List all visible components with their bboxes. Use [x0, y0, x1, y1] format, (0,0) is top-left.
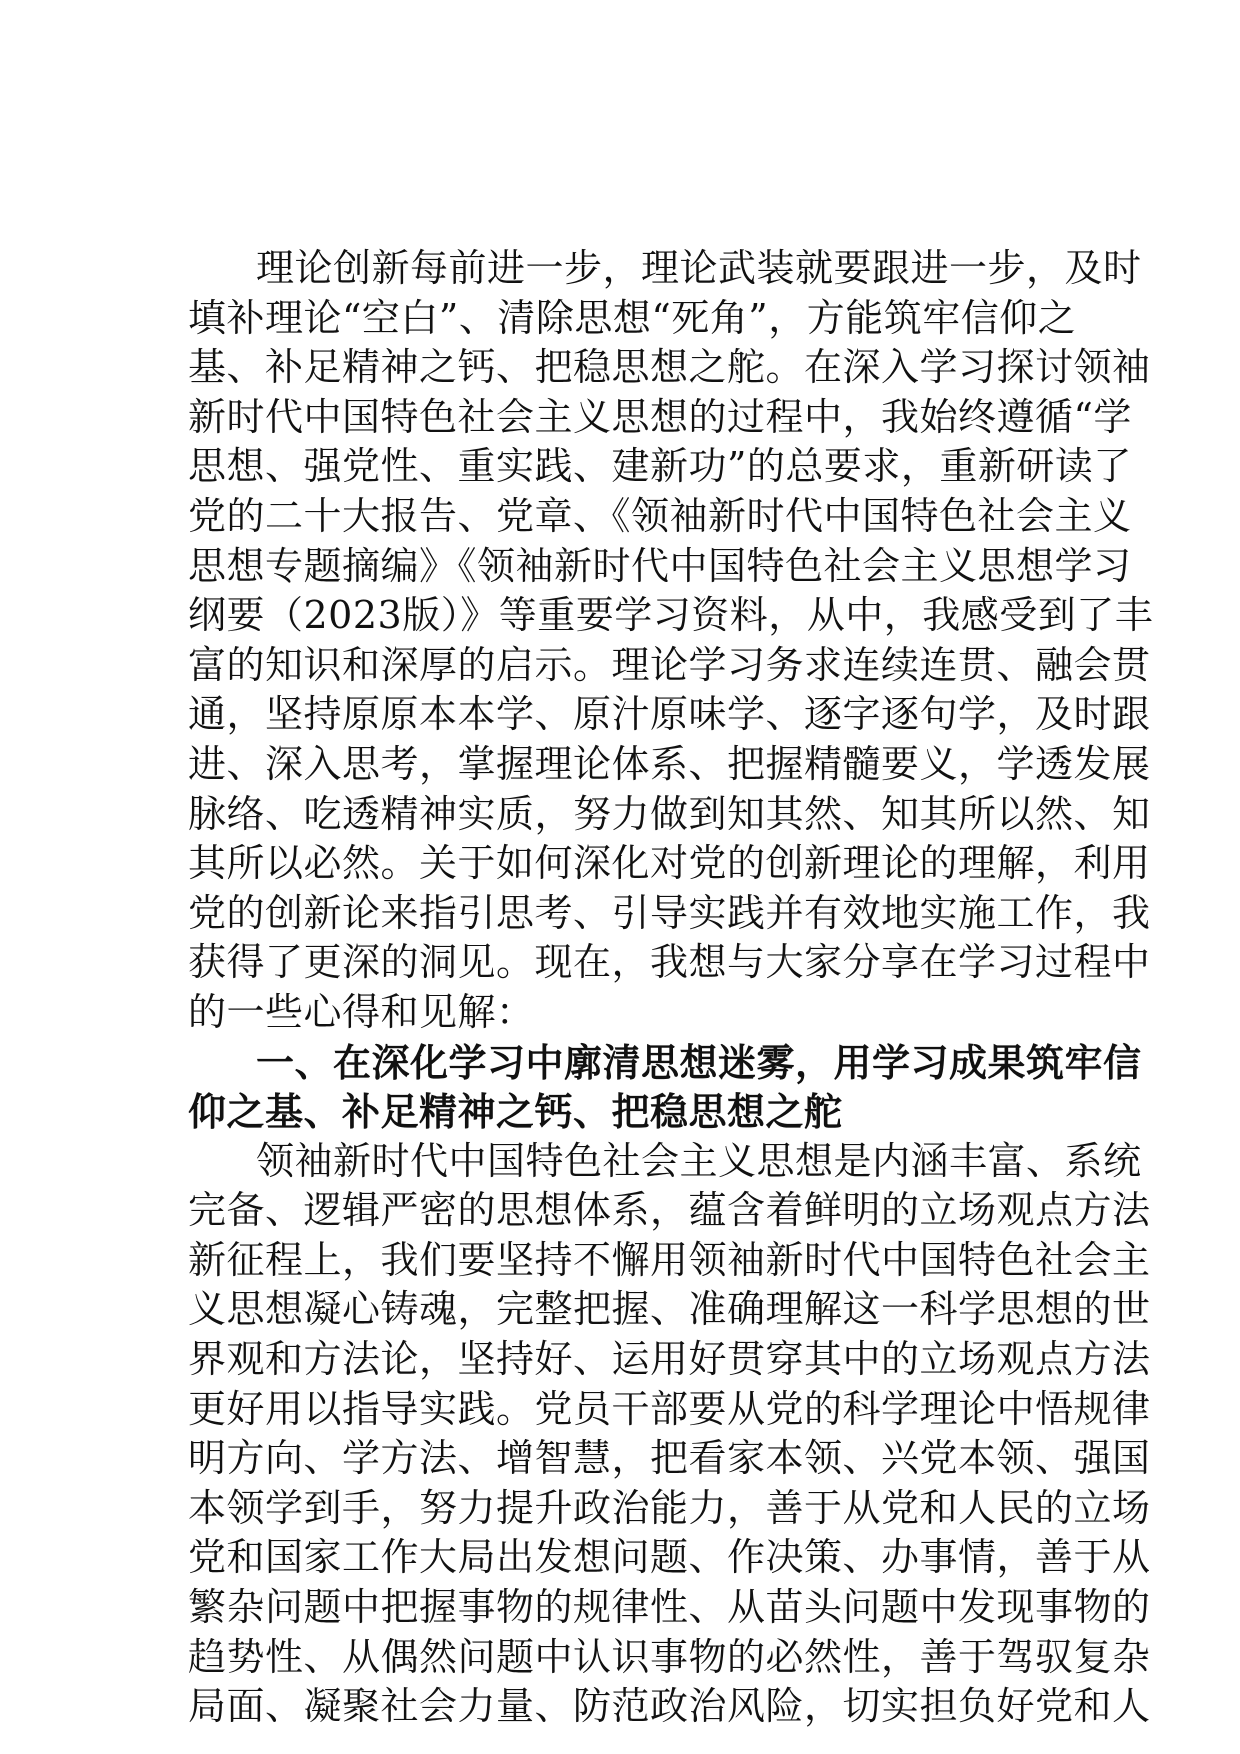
- paragraph-1-line-10: 通，坚持原原本本学、原汁原味学、逐字逐句学，及时跟: [188, 692, 1151, 737]
- section-heading-line-1: 一、在深化学习中廓清思想迷雾，用学习成果筑牢信: [256, 1039, 1142, 1085]
- paragraph-1-line-4: 新时代中国特色社会主义思想的过程中，我始终遵循“学: [188, 394, 1132, 439]
- paragraph-1-line-6: 党的二十大报告、党章、《领袖新时代中国特色社会主义: [188, 493, 1132, 538]
- paragraph-1-line-9: 富的知识和深厚的启示。理论学习务求连续连贯、融会贯: [188, 642, 1151, 687]
- paragraph-2-line-11: 趋势性、从偶然问题中认识事物的必然性，善于驾驭复杂: [188, 1634, 1151, 1679]
- paragraph-2-line-1: 领袖新时代中国特色社会主义思想是内涵丰富、系统: [256, 1138, 1142, 1183]
- paragraph-2-line-2: 完备、逻辑严密的思想体系，蕴含着鲜明的立场观点方法: [188, 1188, 1151, 1233]
- paragraph-1-line-1: 理论创新每前进一步，理论武装就要跟进一步，及时: [256, 246, 1142, 290]
- paragraph-1-line-8: 纲要（2023版）》等重要学习资料，从中，我感受到了丰: [188, 593, 1154, 638]
- paragraph-1-line-12: 脉络、吃透精神实质，努力做到知其然、知其所以然、知: [188, 791, 1151, 836]
- paragraph-2-line-5: 界观和方法论，坚持好、运用好贯穿其中的立场观点方法: [188, 1337, 1151, 1382]
- paragraph-1-line-7: 思想专题摘编》《领袖新时代中国特色社会主义思想学习: [188, 543, 1132, 588]
- paragraph-2-line-6: 更好用以指导实践。党员干部要从党的科学理论中悟规律: [188, 1386, 1151, 1431]
- paragraph-1-line-14: 党的创新论来指引思考、引导实践并有效地实施工作，我: [188, 890, 1151, 935]
- paragraph-2-line-4: 义思想凝心铸魂，完整把握、准确理解这一科学思想的世: [188, 1287, 1151, 1332]
- paragraph-2-line-12: 局面、凝聚社会力量、防范政治风险，切实担负好党和人: [188, 1684, 1151, 1729]
- document-body: [188, 244, 1154, 1732]
- paragraph-2-line-8: 本领学到手，努力提升政治能力，善于从党和人民的立场: [188, 1485, 1151, 1530]
- paragraph-1-line-11: 进、深入思考，掌握理论体系、把握精髓要义，学透发展: [188, 741, 1151, 786]
- paragraph-1-line-2: 填补理论“空白”、清除思想“死角”，方能筑牢信仰之: [188, 295, 1077, 340]
- paragraph-2-line-3: 新征程上，我们要坚持不懈用领袖新时代中国特色社会主: [188, 1237, 1151, 1282]
- paragraph-2-line-9: 党和国家工作大局出发想问题、作决策、办事情，善于从: [188, 1535, 1151, 1580]
- paragraph-1-line-16: 的一些心得和见解：: [188, 989, 535, 1034]
- paragraph-1-line-13: 其所以必然。关于如何深化对党的创新理论的理解，利用: [188, 841, 1151, 886]
- paragraph-2-line-7: 明方向、学方法、增智慧，把看家本领、兴党本领、强国: [188, 1436, 1151, 1481]
- section-heading-line-2: 仰之基、补足精神之钙、把稳思想之舵: [188, 1089, 843, 1135]
- paragraph-1-line-5: 思想、强党性、重实践、建新功”的总要求，重新研读了: [188, 444, 1132, 489]
- paragraph-1-line-3: 基、补足精神之钙、把稳思想之舵。在深入学习探讨领袖: [188, 345, 1151, 390]
- paragraph-2-line-10: 繁杂问题中把握事物的规律性、从苗头问题中发现事物的: [188, 1585, 1151, 1630]
- paragraph-1-line-15: 获得了更深的洞见。现在，我想与大家分享在学习过程中: [188, 940, 1151, 985]
